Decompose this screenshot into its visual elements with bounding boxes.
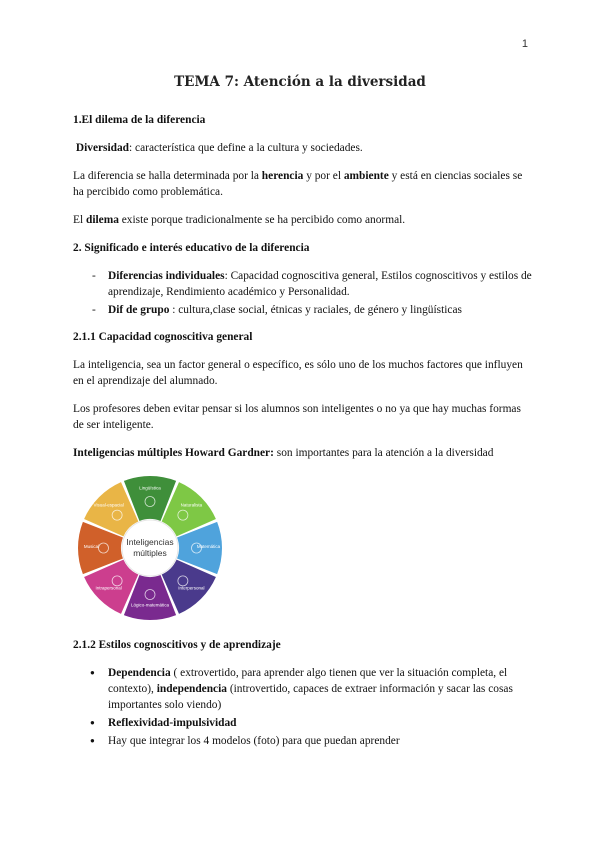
text: : Capacidad cognoscitiva general, Estilos cognoscitivos y estilos de aprendizaje, Rendimiento académico y Personalidad. <box>108 270 532 298</box>
text: : característica que define a la cultura y sociedades. <box>129 142 363 154</box>
list-item <box>108 268 533 300</box>
term-diferencias-individuales: Diferencias individuales <box>108 270 225 282</box>
term-dif-de-grupo: Dif de grupo <box>108 304 170 316</box>
wheel-center-label: múltiples <box>133 548 167 558</box>
text: El <box>73 214 86 226</box>
paragraph-inteligencia: La inteligencia, sea un factor general o específico, es sólo uno de los muchos factores que influyen en el aprendizaje del alumnado. <box>73 359 523 387</box>
document-body <box>73 112 533 751</box>
wheel-segment-label: Naturalista <box>180 502 203 508</box>
term-ambiente: ambiente <box>343 170 389 182</box>
wheel-segment-label: Lógico-matemática <box>130 602 170 608</box>
list-item <box>108 302 533 318</box>
paragraph-gardner <box>73 445 533 461</box>
term-herencia: herencia <box>261 170 304 182</box>
wheel-segment-label: Lingüística <box>139 485 161 491</box>
differences-list <box>73 268 533 318</box>
text: son importantes para la atención a la diversidad <box>273 447 494 459</box>
paragraph-herencia <box>73 168 533 200</box>
text: y está en ciencias sociales se ha percibido como problemática. <box>73 170 523 198</box>
term-diversidad: Diversidad <box>75 142 130 154</box>
term-dilema: dilema <box>85 214 119 226</box>
paragraph-profesores: Los profesores deben evitar pensar si los alumnos son inteligentes o no ya que hay muchas formas de ser inteligente. <box>73 403 521 431</box>
styles-list <box>73 665 533 749</box>
text: existe porque tradicionalmente se ha percibido como anormal. <box>118 214 406 226</box>
term-dependencia: Dependencia <box>108 667 171 679</box>
section-heading-capacidad: 2.1.1 Capacidad cognoscitiva general <box>73 331 253 343</box>
text: La diferencia se halla determinada por la <box>73 170 262 182</box>
text: ( extrovertido, para aprender algo tienen que ver la situación completa, el contexto), <box>108 667 508 695</box>
section-heading-significado: 2. Significado e interés educativo de la diferencia <box>73 242 310 254</box>
page-number: 1 <box>521 38 528 50</box>
list-item: ● Hay que integrar los 4 modelos (foto) para que puedan aprender <box>108 733 533 749</box>
term-reflexividad: Reflexividad-impulsividad <box>108 717 237 729</box>
wheel-segment-label: Musical <box>83 544 100 549</box>
section-heading-estilos: 2.1.2 Estilos cognoscitivos y de aprendizaje <box>73 639 281 651</box>
wheel-segment-label: Visual-espacial <box>93 502 124 508</box>
term-inteligencias-multiples: Inteligencias múltiples Howard Gardner: <box>73 447 274 459</box>
text: y por el <box>303 170 344 182</box>
paragraph-dilema <box>73 212 533 228</box>
text: : cultura,clase social, étnicas y raciales, de género y lingüísticas <box>169 304 462 316</box>
wheel-segment-label: Intrapersonal <box>95 585 122 591</box>
wheel-center-label: Inteligencias <box>126 537 174 547</box>
page-title: TEMA 7: Atención a la diversidad <box>174 74 426 90</box>
term-independencia: independencia <box>156 683 227 695</box>
multiple-intelligences-wheel <box>75 473 225 623</box>
text: (introvertido, capaces de extraer información y sacar las cosas importantes solo viendo) <box>108 683 513 711</box>
list-item <box>108 715 533 731</box>
wheel-segment-label: Matemática <box>196 544 221 549</box>
paragraph-diversidad <box>73 140 533 156</box>
wheel-segment-label: Interpersonal <box>178 585 205 591</box>
list-item <box>108 665 533 713</box>
section-heading-dilema: 1.El dilema de la diferencia <box>73 114 206 126</box>
